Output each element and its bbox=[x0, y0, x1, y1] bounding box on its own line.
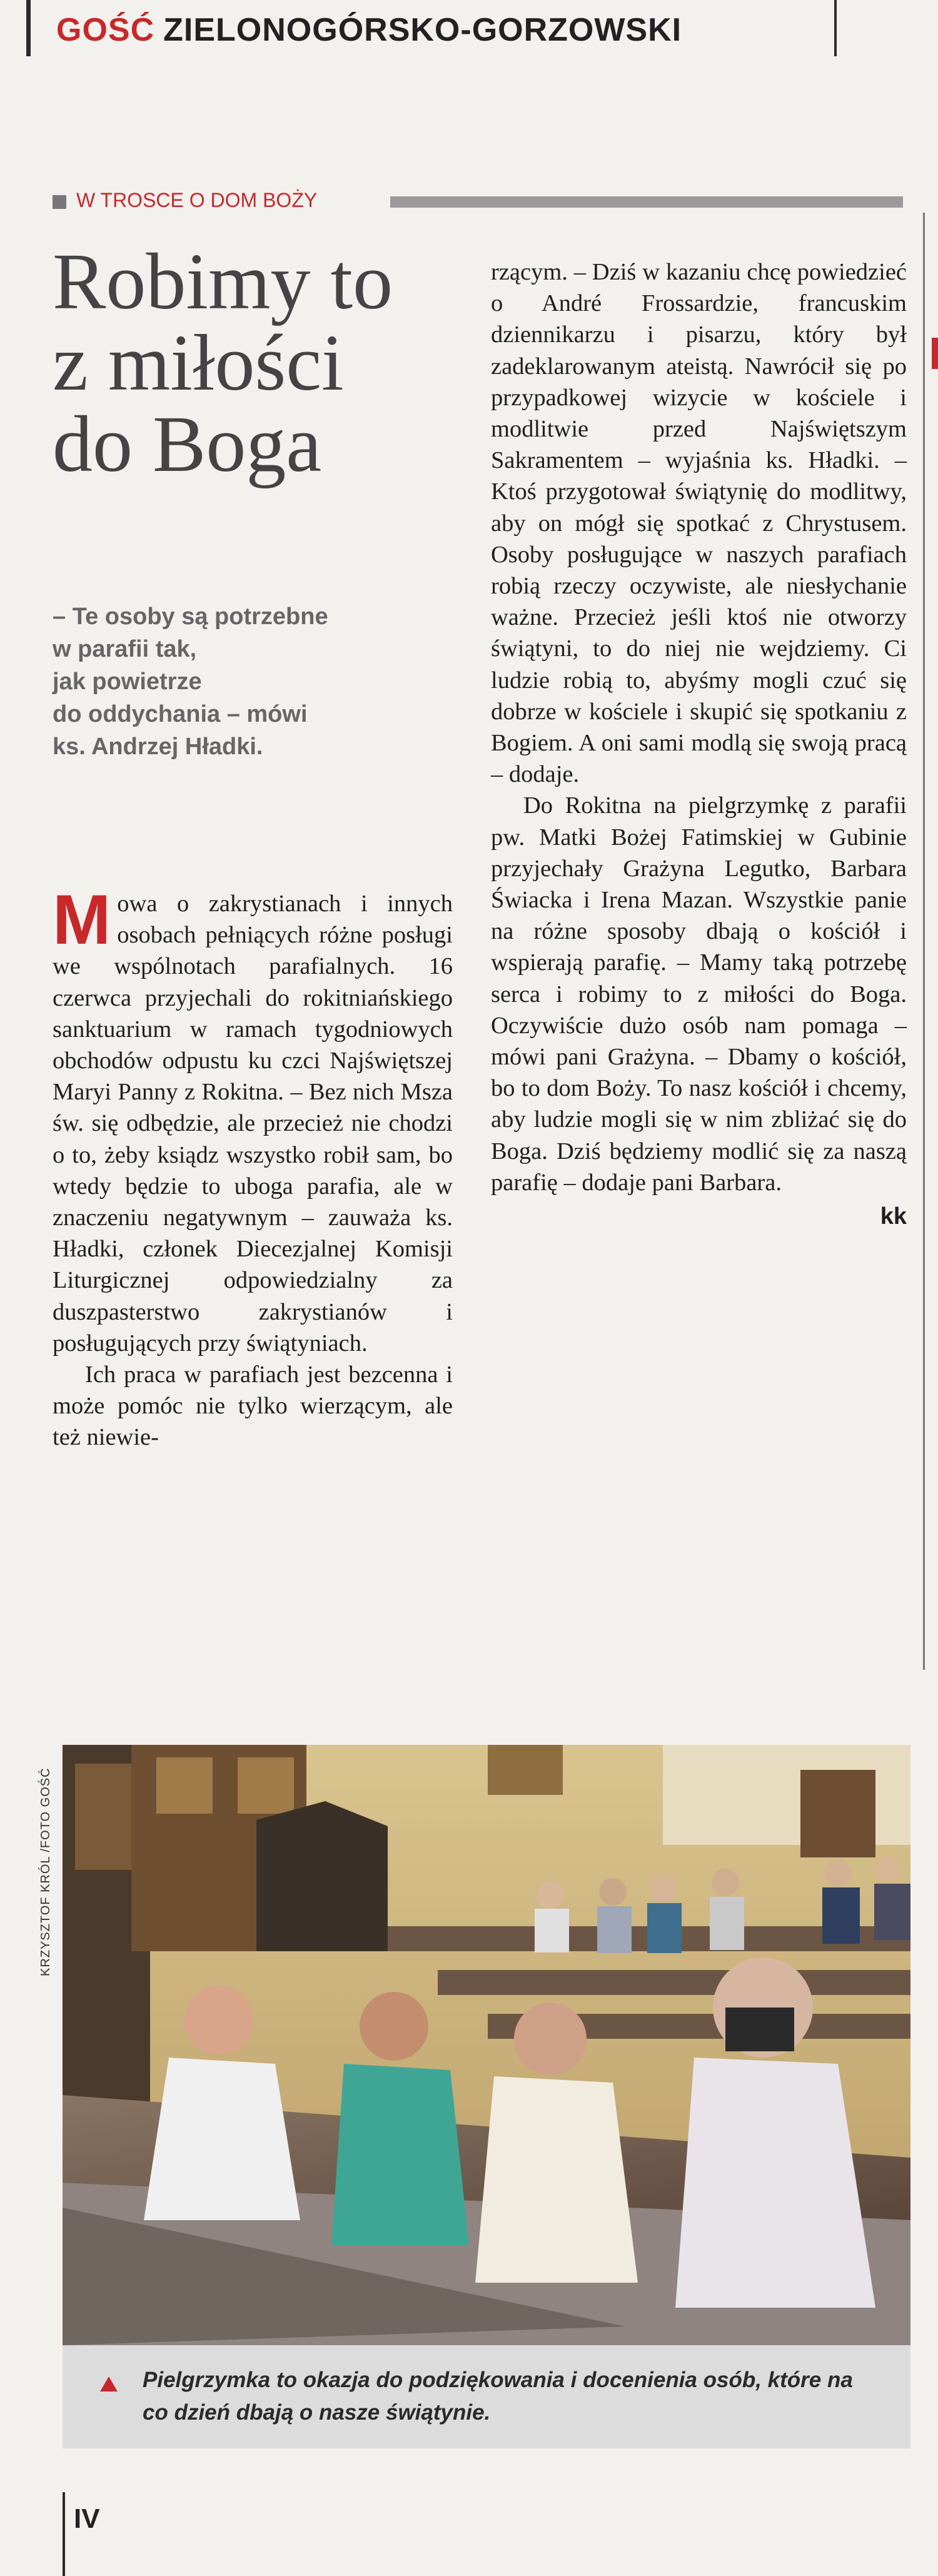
header-rule-right bbox=[834, 0, 837, 56]
section-rule bbox=[390, 196, 903, 208]
masthead bbox=[56, 11, 682, 49]
section-bar bbox=[53, 188, 903, 213]
headline-line: Robimy to bbox=[53, 237, 393, 326]
author-signature: kk bbox=[880, 1203, 907, 1230]
article-column-right bbox=[491, 256, 907, 1232]
article-lead bbox=[53, 600, 446, 763]
masthead-brand: GOŚĆ bbox=[56, 12, 155, 48]
article-headline bbox=[53, 237, 478, 488]
church-pews-photo bbox=[63, 1745, 910, 2345]
body-paragraph bbox=[53, 881, 453, 1359]
column-edge-rule bbox=[923, 213, 925, 1670]
edge-red-mark bbox=[932, 338, 938, 369]
headline-line: z miłości bbox=[53, 318, 344, 407]
lead-line: w parafii tak, bbox=[53, 636, 197, 662]
footer-rule bbox=[63, 2492, 65, 2576]
drop-cap: M bbox=[53, 881, 111, 959]
lead-line: jak powietrze bbox=[53, 669, 202, 695]
article-column-left bbox=[53, 881, 453, 1453]
article-photo bbox=[63, 1745, 910, 2345]
body-paragraph: Do Rokitna na pielgrzymkę z parafii pw. Matki Bożej Fatimskiej w Gubinie przyjechały Grażyna Legutko, Barbara Świacka i Irena Mazan. Wszystkie panie na różne sposoby dbają o kościół i wspierają parafię. – Mamy taką potrzebę serca i robimy to z miłości do Boga. Oczywiście dużo osób nam pomaga – mówi pani Grażyna. – Dbamy o kościół, bo to dom Boży. To nasz kościół i chcemy, aby ludzie mogli się w nim zbliżać się do Boga. Dziś będziemy modlić się za naszą parafię – dodaje pani Barbara. bbox=[491, 792, 907, 1196]
page-number: IV bbox=[74, 2503, 100, 2534]
section-label: W TROSCE O DOM BOŻY bbox=[76, 189, 318, 211]
header-rule-left bbox=[26, 0, 31, 56]
masthead-region: ZIELONOGÓRSKO-GORZOWSKI bbox=[163, 12, 682, 48]
body-paragraph: rzącym. – Dziś w kazaniu chcę powiedzieć o André Frossardzie, francuskim dziennikarzu i pisarzu, który był zadeklarowanym ateistą. Nawrócił się po przypadkowej wizycie w kościele i modlitwie przed Najświętszym Sakramentem – wyjaśnia ks. Hładki. – Ktoś przygotował świątynię do modlitwy, aby on mógł się spotkać z Chrystusem. Osoby posługujące w naszych parafiach robią rzeczy oczywiste, ale niesłychanie ważne. Przecież jeśli ktoś nie otworzy świątyni, to do niej nie wejdziemy. Ci ludzie robią to, abyśmy mogli czuć się dobrze w kościele i skupić się spotkaniu z Bogiem. A oni sami modlą się swoją pracą – dodaje. bbox=[491, 259, 907, 788]
photo-caption: Pielgrzymka to okazja do podziękowania i docenienia osób, które na co dzień dbają o nasze świątynie. bbox=[143, 2368, 853, 2425]
body-text: owa o zakrystianach i innych osobach pełniących różne posługi we wspólnotach parafialnych. 16 czerwca przyjechali do rokitniańskiego sanktuarium w ramach tygodniowych obchodów odpustu ku czci Najświętszej Maryi Panny z Rokitna. – Bez nich Msza św. się odbędzie, ale przecież nie chodzi o to, żeby ksiądz wszystko robił sam, bo wtedy będzie to uboga parafia, ale w znaczeniu negatywnym – zauważa ks. Hładki, członek Diecezjalnej Komisji Liturgicznej odpowiedzialny za duszpasterstwo zakrystianów i posługujących przy świątyniach. bbox=[53, 891, 453, 1356]
lead-line: ks. Andrzej Hładki. bbox=[53, 734, 263, 760]
photo-caption-box bbox=[63, 2345, 910, 2448]
headline-line: do Boga bbox=[53, 400, 322, 488]
photo-credit bbox=[39, 1767, 58, 1995]
caption-triangle-icon bbox=[100, 2376, 118, 2392]
photo-credit-text: KRZYSZTOF KRÓL /FOTO GOŚĆ bbox=[39, 1767, 53, 1976]
body-paragraph: Ich praca w parafiach jest bezcenna i może pomóc nie tylko wierzącym, ale też niewie- bbox=[53, 1361, 453, 1451]
lead-line: do oddychania – mówi bbox=[53, 701, 308, 727]
section-square-icon bbox=[53, 195, 66, 209]
lead-line: – Te osoby są potrzebne bbox=[53, 604, 328, 630]
